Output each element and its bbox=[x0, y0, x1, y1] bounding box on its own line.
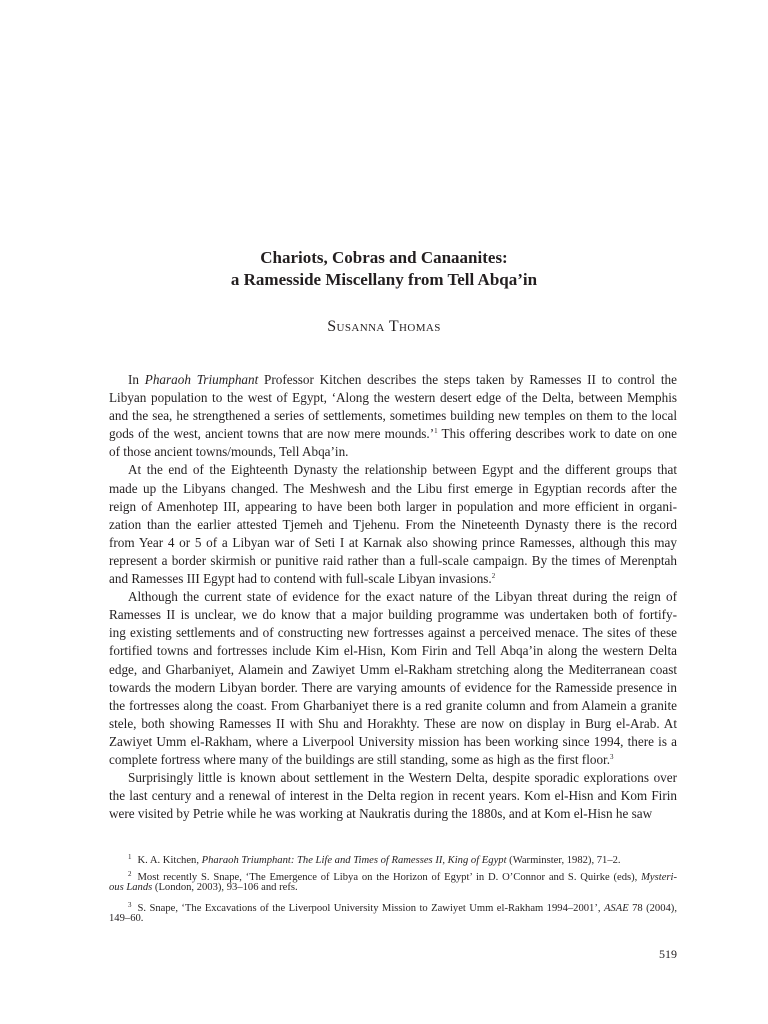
text-line: edge, and Gharbaniyet, Alamein and Zawiyet Umm el-Rakham stretching along the Mediterranean coast bbox=[109, 661, 677, 677]
footnotes bbox=[109, 850, 677, 929]
text-line: Surprisingly little is known about settlement in the Western Delta, despite sporadic explorations over bbox=[128, 770, 677, 786]
text-line: Zawiyet Umm el-Rakham, where a Liverpool University mission has been working since 1994, there is a bbox=[109, 733, 677, 749]
text-line: made up the Libyans changed. The Meshwesh and the Libu first emerge in Egyptian records after the bbox=[109, 480, 677, 496]
text-line: towards the modern Libyan border. There are varying amounts of evidence for the Ramesside presence in bbox=[109, 679, 677, 695]
text-line: zation than the earlier attested Tjemeh and Tjehenu. From the Nineteenth Dynasty there is the record bbox=[109, 516, 677, 532]
title-line-2: a Ramesside Miscellany from Tell Abqa’in bbox=[230, 270, 538, 289]
text-line: fortified towns and fortresses include Kim el-Hisn, Kom Firin and Tell Abqa’in along the western Delta bbox=[109, 643, 677, 659]
footnote-line: $^3$ S. Snape, ‘The Excavations of the Liverpool University Mission to Zawiyet Umm el-Rakham 1994–2001’, ASAE 78 (2004), bbox=[128, 901, 677, 914]
text-line: from Year 4 or 5 of a Libyan war of Seti I at Karnak also showing prince Ramesses, although this may bbox=[109, 534, 677, 550]
text-line: and Ramesses III Egypt had to contend with full-scale Libyan invasions.$^2$ bbox=[109, 571, 496, 587]
paragraph bbox=[109, 371, 677, 461]
footnote-mark: 2 bbox=[128, 870, 132, 878]
footnote-mark: 3 bbox=[128, 901, 132, 909]
italic-text: ASAE bbox=[603, 903, 629, 914]
footnote-mark: 1 bbox=[128, 853, 132, 861]
title-line-1: Chariots, Cobras and Canaanites: bbox=[260, 248, 508, 267]
italic-text: Mysteri- bbox=[641, 872, 677, 883]
text-line: Libyan population to the west of Egypt, ‘Along the western desert edge of the Delta, between Memphis bbox=[109, 390, 677, 406]
footnote-line: $^2$ Most recently S. Snape, ‘The Emergence of Libya on the Horizon of Egypt’ in D. O’Connor and S. Quirke (eds), Mysteri- bbox=[128, 870, 677, 883]
article-title bbox=[90, 247, 678, 291]
footnote-reference[interactable]: 2 bbox=[491, 572, 496, 581]
text-line: stele, both showing Ramesses II with Shu and Horakhty. These are now on display in Burg el-Arab. At bbox=[109, 715, 677, 731]
text-line: At the end of the Eighteenth Dynasty the relationship between Egypt and the different groups that bbox=[128, 462, 677, 478]
text-line: gods of the west, ancient towns that are now mere mounds.’$^1$ This offering describes work to date on one bbox=[109, 426, 677, 442]
footnote-reference[interactable]: 1 bbox=[434, 427, 438, 436]
text-line: of those ancient towns/mounds, Tell Abqa’in. bbox=[109, 444, 349, 460]
body-text bbox=[109, 371, 677, 823]
text-line: ing existing settlements and of constructing new fortresses against a perceived menace. The sites of these bbox=[109, 625, 677, 641]
page-number: 519 bbox=[659, 947, 677, 961]
text-line: represent a border skirmish or punitive raid rather than a full-scale campaign. By the times of Merenptah bbox=[109, 552, 677, 568]
italic-text: Pharaoh Triumphant bbox=[144, 372, 259, 387]
footnote bbox=[109, 850, 677, 864]
text-line: Although the current state of evidence for the exact nature of the Libyan threat during the reign of bbox=[128, 589, 677, 605]
paragraph bbox=[109, 588, 677, 769]
footnote-line: 149–60. bbox=[109, 913, 144, 924]
footnote-line: ous Lands (London, 2003), 93–106 and refs. bbox=[109, 882, 298, 893]
italic-text: Pharaoh Triumphant: The Life and Times of Ramesses II, King of Egypt bbox=[201, 855, 507, 866]
footnote-line: $^1$ K. A. Kitchen, Pharaoh Triumphant: The Life and Times of Ramesses II, King of Egypt (Warminster, 1982), 71–2. bbox=[128, 853, 621, 866]
footnote bbox=[109, 867, 677, 895]
paragraph bbox=[109, 769, 677, 823]
footnote-reference[interactable]: 3 bbox=[610, 752, 614, 761]
text-line: and the sea, he strengthened a series of settlements, sometimes building new temples on them to the local bbox=[109, 408, 677, 424]
text-line: the fortresses along the coast. From Gharbaniyet there is a red granite column and from Alamein a granite bbox=[109, 697, 677, 713]
text-line: complete fortress where many of the buildings are still standing, some as high as the first floor.$^3$ bbox=[109, 751, 614, 767]
italic-text: ous Lands bbox=[109, 882, 153, 893]
author-name: Susanna Thomas bbox=[327, 318, 441, 335]
text-line: the last century and a renewal of interest in the Delta region in recent years. Kom el-Hisn and Kom Firin bbox=[109, 788, 677, 804]
text-line: were visited by Petrie while he was working at Naukratis during the 1880s, and at Kom el-Hisn he saw bbox=[109, 806, 653, 822]
paragraph bbox=[109, 461, 677, 588]
text-line: Ramesses II is unclear, we do know that a major building programme was undertaken both of fortify- bbox=[109, 607, 677, 623]
footnote bbox=[109, 898, 677, 926]
text-line: In Pharaoh Triumphant Professor Kitchen describes the steps taken by Ramesses II to control the bbox=[128, 372, 677, 387]
text-line: reign of Amenhotep III, appearing to have been both larger in population and more efficient in organi- bbox=[109, 498, 677, 514]
